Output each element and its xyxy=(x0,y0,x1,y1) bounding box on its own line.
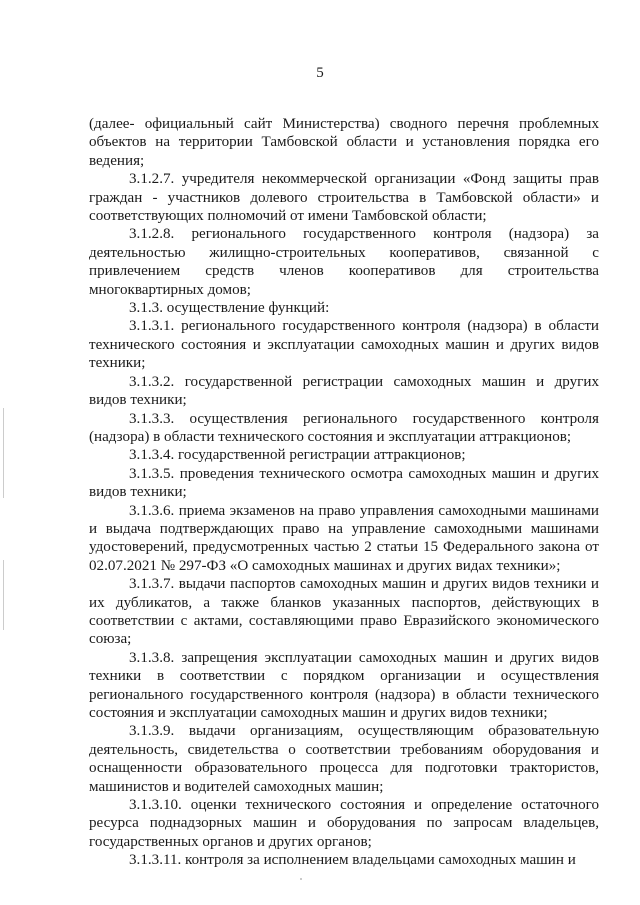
paragraph-3-1-3-8: 3.1.3.8. запрещения эксплуатации самоходных машин и других видов техники в соответствии с порядком организации и осуществления регионального государственного контроля (надзора) в области технического состояния и эксплуатации самоходных машин и других видов техники; xyxy=(89,649,599,721)
paragraph-3-1-3-5: 3.1.3.5. проведения технического осмотра самоходных машин и других видов техники; xyxy=(89,465,599,501)
paragraph-3-1-3-11: 3.1.3.11. контроля за исполнением владельцами самоходных машин и xyxy=(129,852,576,869)
paragraph-continuation: (далее- официальный сайт Министерства) сводного перечня проблемных объектов на территории Тамбовской области и установления порядка его ведения; xyxy=(89,116,599,169)
paragraph-3-1-3: 3.1.3. осуществление функций: xyxy=(129,300,330,317)
paragraph-3-1-3-7: 3.1.3.7. выдачи паспортов самоходных машин и других видов техники и их дубликатов, а также бланков указанных паспортов, действующих в соответствии с актами, составляющими право Евразийского экономического союза; xyxy=(89,576,599,648)
scan-edge-mark xyxy=(3,560,4,630)
paragraph-3-1-3-10: 3.1.3.10. оценки технического состояния и определение остаточного ресурса поднадзорных машин и оборудования по запросам владельцев, государственных органов и других органов; xyxy=(89,797,599,850)
paragraph-3-1-3-9: 3.1.3.9. выдачи организациям, осуществляющим образовательную деятельность, свидетельства о соответствии требованиям оборудования и оснащенности образовательного процесса для подготовки трактористов, машинистов и водителей самоходных машин; xyxy=(89,723,599,795)
paragraph-3-1-3-2: 3.1.3.2. государственной регистрации самоходных машин и других видов техники; xyxy=(89,373,599,409)
paragraph-3-1-3-4: 3.1.3.4. государственной регистрации аттракционов; xyxy=(129,447,466,464)
paragraph-3-1-3-3: 3.1.3.3. осуществления регионального государственного контроля (надзора) в области технического состояния и эксплуатации аттракционов; xyxy=(89,410,599,445)
paragraph-3-1-2-7: 3.1.2.7. учредителя некоммерческой организации «Фонд защиты прав граждан - участников долевого строительства в Тамбовской области» и соответствующих полномочий от имени Тамбовской области; xyxy=(89,171,599,225)
page-number: 5 xyxy=(316,65,324,81)
paragraph-3-1-2-8: 3.1.2.8. регионального государственного контроля (надзора) за деятельностью жилищно-строительных кооперативов, связанной с привлечением средств членов кооперативов для строительства многоквартирных домов; xyxy=(89,226,599,298)
paragraph-3-1-3-1: 3.1.3.1. регионального государственного контроля (надзора) в области технического состояния и эксплуатации самоходных машин и других видов техники; xyxy=(89,318,599,372)
scan-dot-mark xyxy=(300,878,302,880)
scan-edge-mark xyxy=(3,408,4,498)
paragraph-3-1-3-6: 3.1.3.6. приема экзаменов на право управления самоходными машинами и выдача подтверждающих право на управление самоходными машинами удостоверений, предусмотренных частью 2 статьи 15 Федерального закона от 02.07.2021 № 297-ФЗ «О самоходных машинах и других видах техники»; xyxy=(89,502,599,574)
document-body xyxy=(89,115,599,870)
